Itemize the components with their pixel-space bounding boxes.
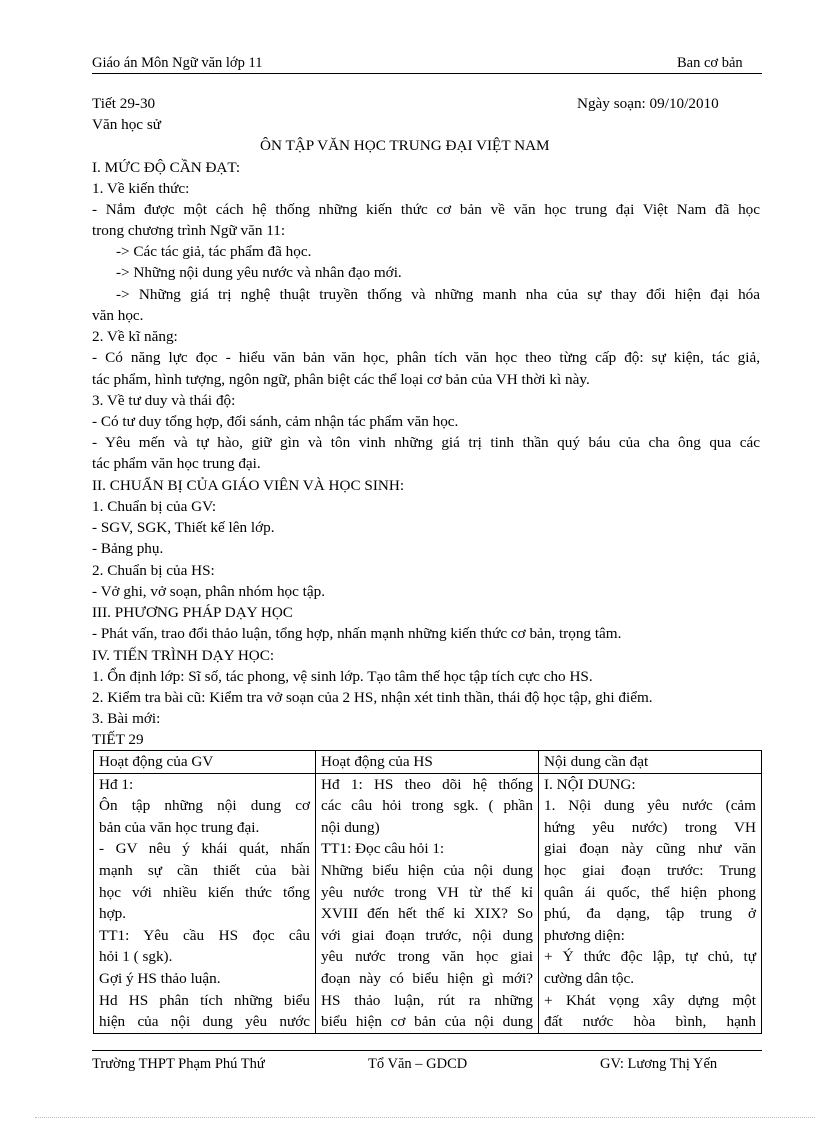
table-caption: TIẾT 29	[92, 731, 144, 748]
column-header-content: Nội dung cần đạt	[539, 751, 762, 774]
body-text: trong chương trình Ngữ văn 11:	[92, 222, 286, 239]
column-header-student: Hoạt động của HS	[316, 751, 539, 774]
column-header-teacher: Hoạt động của GV	[94, 751, 316, 774]
teacher-activity-cell	[94, 773, 316, 1033]
cell-line: - GV nêu ý khái quát, nhấn	[99, 840, 310, 858]
footer-department: Tổ Văn – GDCD	[368, 1056, 468, 1072]
cell-line: phương diện:	[544, 926, 625, 944]
body-text: - Phát vấn, trao đổi thảo luận, tổng hợp, nhấn mạnh những kiến thức cơ bản, trọng tâm.	[92, 625, 622, 642]
table-row	[94, 773, 762, 1033]
footer-school: Trường THPT Phạm Phú Thứ	[92, 1056, 265, 1072]
table-header-row	[94, 751, 762, 774]
cell-line: học giai đoạn trước: Trung	[544, 861, 756, 879]
cell-line: Hđ 1:	[99, 775, 134, 793]
body-text: 3. Bài mới:	[92, 710, 161, 727]
section-heading: IV. TIẾN TRÌNH DẠY HỌC:	[92, 647, 275, 664]
cell-line: XVIII đến hết thế kỉ XIX? So	[321, 905, 533, 923]
cell-line: học với nhiều kiến thức tổng	[99, 883, 310, 901]
header-left: Giáo án Môn Ngữ văn lớp 11	[92, 55, 263, 71]
bullet-item: -> Những nội dung yêu nước và nhân đạo mới.	[116, 264, 402, 281]
cell-line: TT1: Đọc câu hỏi 1:	[321, 840, 445, 858]
cell-line: đất nước hòa bình, hạnh	[544, 1013, 756, 1031]
student-activity-cell	[316, 773, 539, 1033]
cell-line: các câu hỏi trong sgk. ( phần	[321, 797, 533, 815]
body-text: tác phẩm văn học trung đại.	[92, 455, 261, 472]
body-text: - Có tư duy tổng hợp, đối sánh, cảm nhận tác phẩm văn học.	[92, 413, 459, 430]
body-text: 2. Kiểm tra bài cũ: Kiểm tra vở soạn của 2 HS, nhận xét tinh thần, thái độ học tập, ghi điểm.	[92, 689, 653, 706]
subsection-heading: 3. Về tư duy và thái độ:	[92, 392, 236, 409]
header-right: Ban cơ bản	[677, 55, 743, 71]
page-edge-divider	[35, 1117, 815, 1118]
body-text: - Vở ghi, vở soạn, phân nhóm học tập.	[92, 583, 326, 600]
footer-teacher: GV: Lương Thị Yến	[600, 1056, 718, 1072]
cell-line: Hd HS phân tích những biểu	[99, 991, 310, 1009]
subsection-heading: 2. Chuẩn bị của HS:	[92, 562, 215, 579]
body-text: - Yêu mến và tự hào, giữ gìn và tôn vinh những giá trị tinh thần quý báu của cha ông qua các	[92, 434, 760, 451]
cell-line: Hđ 1: HS theo dõi hệ thống	[321, 775, 533, 793]
section-heading: II. CHUẨN BỊ CỦA GIÁO VIÊN VÀ HỌC SINH:	[92, 477, 405, 494]
bullet-item: -> Những giá trị nghệ thuật truyền thống và những manh nha của sự thay đổi hiện đại hóa	[116, 286, 760, 303]
cell-line: yêu nước trong VH từ thế kỉ	[321, 883, 533, 901]
cell-line: Những biểu hiện của nội dung	[321, 861, 533, 879]
page-title: ÔN TẬP VĂN HỌC TRUNG ĐẠI VIỆT NAM	[260, 137, 550, 154]
bullet-item: -> Các tác giả, tác phẩm đã học.	[116, 243, 312, 260]
cell-line: hợp.	[99, 905, 127, 923]
body-text: - Nắm được một cách hệ thống những kiến thức cơ bản về văn học trung đại Việt Nam đã học	[92, 201, 760, 218]
cell-line: nội dung)	[321, 818, 380, 836]
body-text: - SGV, SGK, Thiết kế lên lớp.	[92, 519, 275, 536]
cell-line: đoạn này có biểu hiện gì mới?	[321, 969, 533, 987]
lesson-category: Văn học sử	[92, 116, 161, 133]
cell-line: 1. Nội dung yêu nước (cảm	[544, 797, 756, 815]
cell-line: TT1: Yêu cầu HS đọc câu	[99, 926, 310, 944]
cell-line: quân ái quốc, thể hiện phong	[544, 883, 756, 901]
lesson-plan-table	[93, 750, 762, 1034]
subsection-heading: 2. Về kĩ năng:	[92, 328, 178, 345]
cell-line: hứng yêu nước) trong VH	[544, 818, 756, 836]
section-heading: I. MỨC ĐỘ CẦN ĐẠT:	[92, 159, 241, 176]
cell-line: hỏi 1 ( sgk).	[99, 948, 173, 966]
cell-line: I. NỘI DUNG:	[544, 775, 636, 793]
cell-line: hiện của nội dung yêu nước	[99, 1013, 310, 1031]
body-text: tác phẩm, hình tượng, ngôn ngữ, phân biệt các thể loại cơ bản của VH thời kì này.	[92, 371, 590, 388]
subsection-heading: 1. Chuẩn bị của GV:	[92, 498, 217, 515]
cell-line: Gợi ý HS thảo luận.	[99, 969, 221, 987]
body-text: - Có năng lực đọc - hiểu văn bản văn học, phân tích văn học theo từng cấp độ: sự kiện, tác giả,	[92, 349, 760, 366]
body-text: - Bảng phụ.	[92, 540, 164, 557]
header-divider	[92, 73, 762, 74]
subsection-heading: 1. Về kiến thức:	[92, 180, 190, 197]
footer-divider	[92, 1050, 762, 1051]
cell-line: yêu nước trong văn học giai	[321, 948, 533, 966]
lesson-number: Tiết 29-30	[92, 95, 156, 112]
body-text: 1. Ổn định lớp: Sĩ số, tác phong, vệ sinh lớp. Tạo tâm thế học tập tích cực cho HS.	[92, 668, 593, 685]
cell-line: bản của văn học trung đại.	[99, 818, 260, 836]
content-cell	[539, 773, 762, 1033]
cell-line: với giai đoạn trước, nội dung	[321, 926, 533, 944]
cell-line: phú, đa dạng, tập trung ở	[544, 905, 756, 923]
cell-line: biểu hiện cơ bản của nội dung	[321, 1013, 533, 1031]
cell-line: HS thảo luận, rút ra những	[321, 991, 533, 1009]
cell-line: + Ý thức độc lập, tự chủ, tự	[544, 948, 756, 966]
cell-line: cường dân tộc.	[544, 969, 635, 987]
section-heading: III. PHƯƠNG PHÁP DẠY HỌC	[92, 604, 293, 621]
cell-line: + Khát vọng xây dựng một	[544, 991, 756, 1009]
cell-line: giai đoạn này cũng như văn	[544, 840, 756, 858]
body-text: văn học.	[92, 307, 144, 324]
prep-date: Ngày soạn: 09/10/2010	[577, 95, 719, 112]
cell-line: Ôn tập những nội dung cơ	[99, 797, 310, 815]
cell-line: mạnh sự cần thiết của bài	[99, 861, 310, 879]
